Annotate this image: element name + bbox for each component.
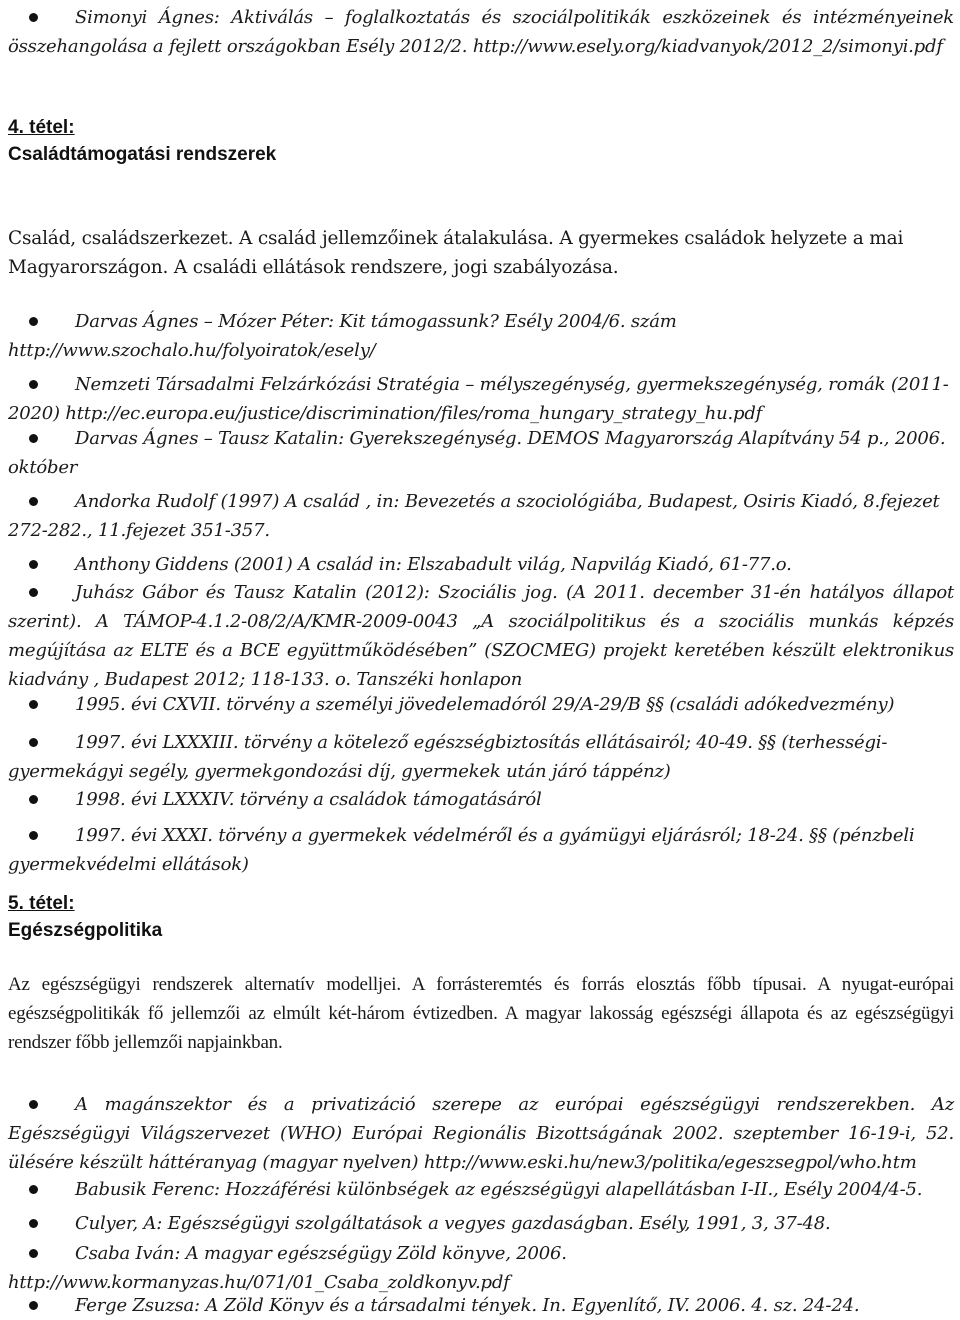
reference-item: Csaba Iván: A magyar egészségügy Zöld könyve, 2006. http://www.kormanyzas.hu/071/01_Csaba_zoldkonyv.pdf bbox=[8, 1243, 567, 1293]
reference-item: A magánszektor és a privatizáció szerepe az európai egészségügyi rendszerekben. Az Egészségügyi Világszervezet (WHO) Európai Regionális Bizottságának 2002. szeptember 16-19-i, 52. ülésére készült háttéranyag (magyar nyelven) http://www.eski.hu/new3/politika/egeszsegpol/who.htm bbox=[8, 1094, 954, 1173]
reference-item: Andorka Rudolf (1997) A család , in: Bevezetés a szociológiába, Budapest, Osiris Kiadó, 8.fejezet 272-282., 11.fejezet 351-357. bbox=[8, 491, 940, 541]
reference-item: Darvas Ágnes – Mózer Péter: Kit támogassunk? Esély 2004/6. szám http://www.szochalo.hu/folyoiratok/esely/ bbox=[8, 311, 677, 361]
section-number: 5. tétel: bbox=[8, 893, 75, 914]
reference-item: Babusik Ferenc: Hozzáférési különbségek az egészségügyi alapellátásban I-II., Esély 2004/4-5. bbox=[75, 1179, 923, 1200]
section-description: Család, családszerkezet. A család jellemzőinek átalakulása. A gyermekes családok helyzete a mai Magyarországon. A családi ellátások rendszere, jogi szabályozása. bbox=[8, 228, 904, 278]
section-description: Az egészségügyi rendszerek alternatív modelljei. A forrásteremtés és forrás elosztás főbb típusai. A nyugat-európai egészségpolitikák fő jellemzői az elmúlt két-három évtizedben. A magyar lakosság egészségi állapota és az egészségügyi rendszer főbb jellemzői napjainkban. bbox=[8, 974, 954, 1053]
reference-item: 1997. évi LXXXIII. törvény a kötelező egészségbiztosítás ellátásairól; 40-49. §§ (terhességi-gyermekágyi segély, gyermekgondozási díj, gyermekek után járó táppénz) bbox=[8, 732, 888, 782]
section-title: Egészségpolitika bbox=[8, 920, 163, 941]
reference-item: Culyer, A: Egészségügyi szolgáltatások a vegyes gazdaságban. Esély, 1991, 3, 37-48. bbox=[75, 1213, 831, 1234]
reference-item: 1997. évi XXXI. törvény a gyermekek védelméről és a gyámügyi eljárásról; 18-24. §§ (pénzbeli gyermekvédelmi ellátások) bbox=[8, 825, 915, 875]
reference-item: 1998. évi LXXXIV. törvény a családok támogatásáról bbox=[75, 789, 542, 810]
reference-item: 1995. évi CXVII. törvény a személyi jövedelemadóról 29/A-29/B §§ (családi adókedvezmény) bbox=[75, 694, 895, 715]
section-title: Családtámogatási rendszerek bbox=[8, 144, 277, 165]
section-number: 4. tétel: bbox=[8, 117, 75, 138]
reference-item: Darvas Ágnes – Tausz Katalin: Gyerekszegénység. DEMOS Magyarország Alapítvány 54 p., 2006. október bbox=[8, 428, 946, 478]
reference-item: Ferge Zsuzsa: A Zöld Könyv és a társadalmi tények. In. Egyenlítő, IV. 2006. 4. sz. 24-24. bbox=[75, 1295, 860, 1316]
reference-item: Juhász Gábor és Tausz Katalin (2012): Szociális jog. (A 2011. december 31-én hatályos állapot szerint). A TÁMOP-4.1.2-08/2/A/KMR-2009-0043 „A szociálpolitikus és a szociális munkás képzés megújítása az ELTE és a BCE együttműködésében” (SZOCMEG) projekt keretében készült elektronikus kiadvány , Budapest 2012; 118-133. o. Tanszéki honlapon bbox=[8, 582, 954, 690]
reference-item: Anthony Giddens (2001) A család in: Elszabadult világ, Napvilág Kiadó, 61-77.o. bbox=[75, 554, 792, 575]
reference-item: Nemzeti Társadalmi Felzárkózási Stratégia – mélyszegénység, gyermekszegénység, romák (2011-2020) http://ec.europa.eu/justice/discrimination/files/roma_hungary_strategy_hu.pdf bbox=[8, 374, 949, 424]
reference-item: Simonyi Ágnes: Aktiválás – foglalkoztatás és szociálpolitikák eszközeinek és intézményeinek összehangolása a fejlett országokban Esély 2012/2. http://www.esely.org/kiadvanyok/2012_2/simonyi.pdf bbox=[8, 7, 954, 57]
